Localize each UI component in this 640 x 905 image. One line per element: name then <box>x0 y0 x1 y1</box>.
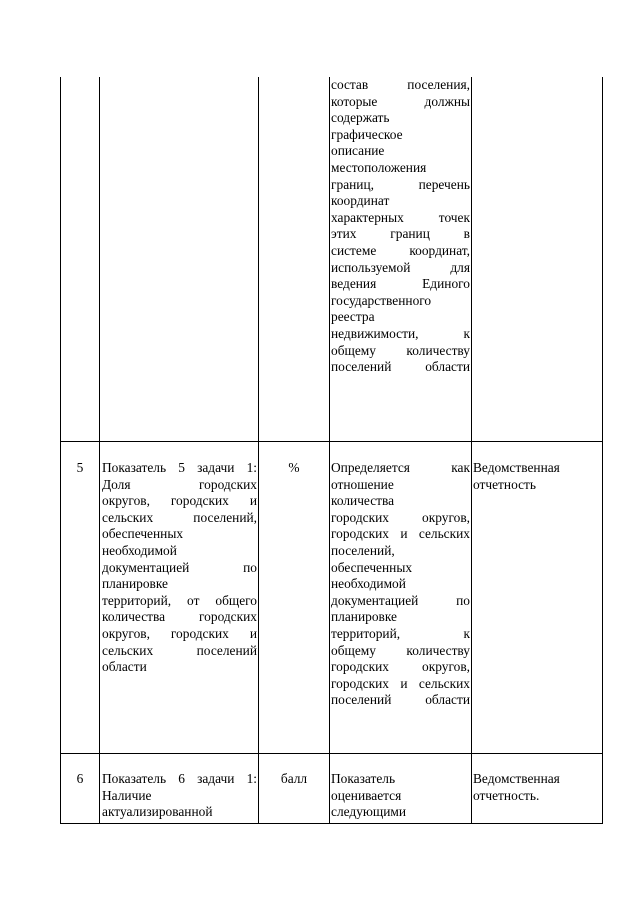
text-line: границ, перечень <box>331 176 470 192</box>
text-line: количества <box>331 493 395 509</box>
text-line: области <box>102 659 147 675</box>
table-row-separator <box>60 441 603 442</box>
calculation-method <box>331 460 470 709</box>
table-divider-col2 <box>258 77 259 824</box>
text-line: отчетность. <box>473 787 540 803</box>
text-line: Доля городских <box>102 476 257 492</box>
text-line: округов, городских и <box>102 625 257 641</box>
text-line: которые должны <box>331 93 470 109</box>
text-line: Показатель 5 задачи 1: <box>102 460 257 475</box>
text-line: документацией по <box>331 592 470 608</box>
table-divider-col4 <box>471 77 472 824</box>
text-line: отчетность <box>473 476 536 492</box>
text-line: системе координат, <box>331 242 470 258</box>
indicator-name <box>102 460 257 676</box>
text-line: поселений области <box>331 359 470 375</box>
row-number: 6 <box>76 771 84 786</box>
text-line: общему количеству <box>331 642 470 658</box>
text-line: координат <box>331 193 390 209</box>
text-line: необходимой <box>331 576 406 592</box>
text-line: городских округов, <box>331 509 470 525</box>
text-line: Показатель 6 задачи 1: <box>102 771 257 786</box>
table-row <box>331 77 470 376</box>
indicator-name <box>102 771 257 821</box>
text-line: поселений области <box>331 692 470 708</box>
text-line: Наличие <box>102 787 152 803</box>
text-line: графическое <box>331 126 403 142</box>
text-line: оценивается <box>331 787 402 803</box>
text-line: территорий, к <box>331 625 470 641</box>
text-line: описание <box>331 143 385 159</box>
text-line: необходимой <box>102 542 177 558</box>
unit-of-measure: балл <box>280 771 308 786</box>
calculation-method <box>331 771 470 821</box>
table-border-left <box>60 77 61 824</box>
text-line: местоположения <box>331 159 427 175</box>
text-line: Определяется как <box>331 460 470 475</box>
text-line: Ведомственная <box>473 460 560 475</box>
data-source <box>473 771 601 804</box>
text-line: городских и сельских <box>331 675 470 691</box>
text-line: округов, городских и <box>102 493 257 509</box>
text-line: планировке <box>102 576 168 592</box>
text-line: реестра <box>331 309 375 325</box>
unit-of-measure: % <box>288 460 300 475</box>
text-line: общему количеству <box>331 342 470 358</box>
text-line: недвижимости, к <box>331 325 470 341</box>
text-line: городских округов, <box>331 659 470 675</box>
text-line: следующими <box>331 804 407 820</box>
table-divider-col1 <box>99 77 100 824</box>
table-row-separator <box>60 753 603 754</box>
text-line: планировке <box>331 609 397 625</box>
text-line: документацией по <box>102 559 257 575</box>
data-source <box>473 460 601 493</box>
text-line: территорий, от общего <box>102 592 257 608</box>
text-line: Ведомственная <box>473 771 560 786</box>
text-line: обеспеченных <box>331 559 413 575</box>
text-line: этих границ в <box>331 226 470 242</box>
text-line: городских и сельских <box>331 526 470 542</box>
table-divider-col3 <box>329 77 330 824</box>
text-line: сельских поселений <box>102 642 257 658</box>
text-line: количества городских <box>102 609 257 625</box>
text-line: государственного <box>331 292 432 308</box>
text-line: содержать <box>331 110 390 126</box>
text-line: ведения Единого <box>331 276 470 292</box>
text-line: используемой для <box>331 259 470 275</box>
text-line: сельских поселений, <box>102 509 257 525</box>
text-line: обеспеченных <box>102 526 184 542</box>
text-line: поселений, <box>331 542 395 558</box>
text-line: характерных точек <box>331 209 470 225</box>
text-line: состав поселения, <box>331 77 470 92</box>
row-number: 5 <box>76 460 84 475</box>
text-line: актуализированной <box>102 804 213 820</box>
text-line: отношение <box>331 476 394 492</box>
table-border-right <box>602 77 603 824</box>
table-border-bottom <box>60 823 603 824</box>
text-line: Показатель <box>331 771 396 786</box>
